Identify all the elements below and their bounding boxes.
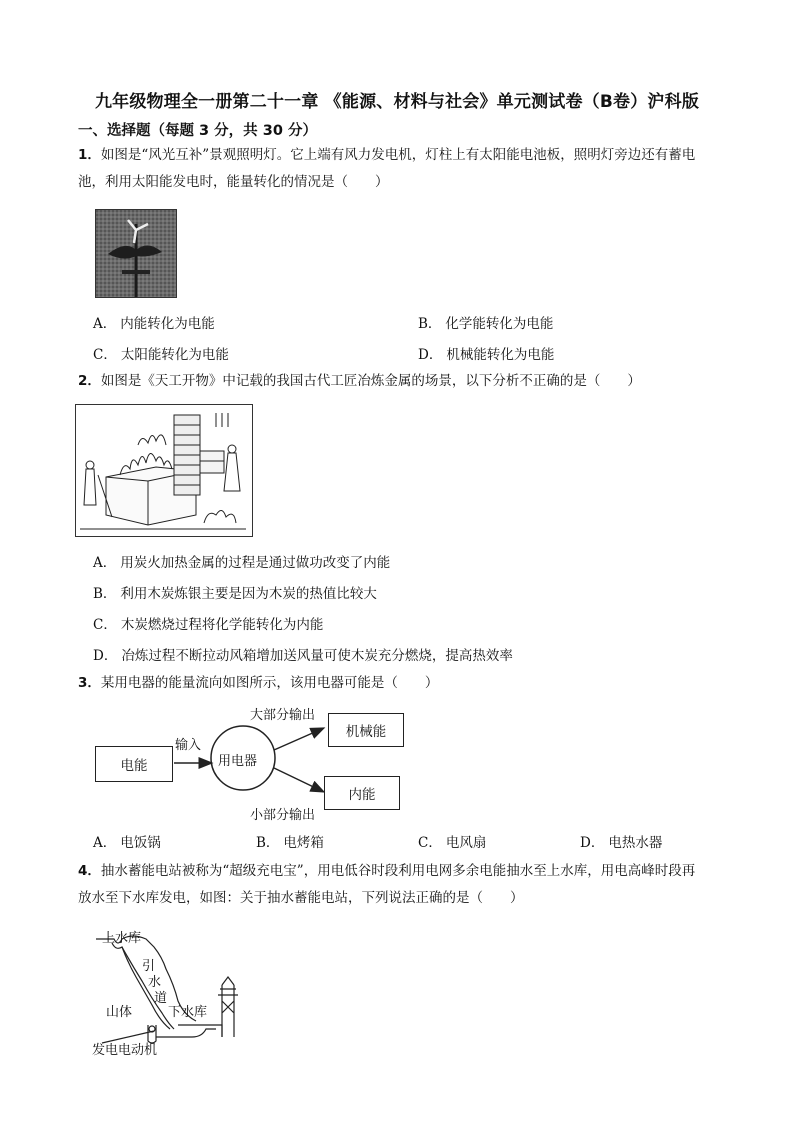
- option-1C[interactable]: [93, 343, 229, 363]
- question-text-continued: 池，利用太阳能发电时，能量转化的情况是（ ）: [78, 174, 389, 190]
- smelting-scene-image: [75, 404, 253, 537]
- option-text: 内能转化为电能: [120, 316, 215, 332]
- option-letter: A．: [93, 316, 117, 332]
- input-label: 输入: [175, 738, 202, 753]
- question-number: 1．: [78, 147, 101, 163]
- pumped-storage-figure: [92, 925, 252, 1060]
- lower-reservoir-label: 下水库: [168, 1005, 208, 1020]
- question-1-stem: [78, 142, 738, 196]
- option-letter: A．: [93, 835, 117, 851]
- section-heading: 一、选择题（每题 3 分，共 30 分）: [78, 123, 317, 139]
- question-text: 某用电器的能量流向如图所示，该用电器可能是（ ）: [100, 675, 439, 691]
- option-letter: B．: [93, 586, 117, 602]
- option-text: 用炭火加热金属的过程是通过做功改变了内能: [120, 555, 391, 571]
- option-text: 利用木炭炼银主要是因为木炭的热值比较大: [120, 586, 377, 602]
- option-3C[interactable]: [418, 831, 486, 851]
- option-text: 冶炼过程不断拉动风箱增加送风量可使木炭充分燃烧，提高热效率: [121, 648, 513, 664]
- appliance-label: 用电器: [218, 754, 258, 769]
- option-text: 电风扇: [445, 835, 487, 851]
- question-text-continued: 放水至下水库发电，如图：关于抽水蓄能电站，下列说法正确的是（ ）: [78, 890, 524, 906]
- option-1D[interactable]: [418, 343, 554, 363]
- option-1A[interactable]: [93, 312, 215, 332]
- option-letter: B．: [256, 835, 280, 851]
- question-3-stem: [78, 670, 738, 697]
- option-text: 电饭锅: [120, 835, 161, 851]
- option-text: 太阳能转化为电能: [120, 347, 229, 363]
- major-output-label: 大部分输出: [250, 708, 316, 723]
- channel-label-2: 水: [148, 975, 162, 990]
- energy-flow-diagram: [90, 700, 420, 825]
- question-number: 2．: [78, 373, 101, 389]
- option-2A[interactable]: [93, 551, 390, 571]
- mountain-label: 山体: [106, 1005, 133, 1020]
- generator-label: 发电电动机: [92, 1043, 158, 1058]
- option-letter: C．: [93, 347, 117, 363]
- option-text: 电热水器: [608, 835, 663, 851]
- option-1B[interactable]: [418, 312, 553, 332]
- option-letter: A．: [93, 555, 117, 571]
- channel-label-3: 道: [154, 991, 168, 1006]
- power-tower: [218, 985, 238, 1037]
- option-letter: D．: [580, 835, 605, 851]
- option-text: 机械能转化为电能: [446, 347, 555, 363]
- question-2-stem: [78, 368, 738, 395]
- option-3B[interactable]: [256, 831, 324, 851]
- option-2B[interactable]: [93, 582, 377, 602]
- channel-label-1: 引: [142, 959, 156, 974]
- page-title: 九年级物理全一册第二十一章 《能源、材料与社会》单元测试卷（B卷）沪科版: [94, 92, 700, 112]
- option-2C[interactable]: [93, 613, 323, 633]
- option-letter: C．: [418, 835, 442, 851]
- input-energy-box: 电能: [95, 746, 173, 782]
- question-text: 如图是《天工开物》中记载的我国古代工匠冶炼金属的场景，以下分析不正确的是（ ）: [100, 373, 641, 389]
- option-letter: D．: [418, 347, 443, 363]
- wind-solar-lamp-image: [95, 209, 177, 298]
- option-letter: B．: [418, 316, 442, 332]
- option-text: 木炭燃烧过程将化学能转化为内能: [120, 617, 324, 633]
- option-3A[interactable]: [93, 831, 161, 851]
- question-4-stem: [78, 858, 738, 912]
- question-number: 4．: [78, 863, 101, 879]
- option-text: 化学能转化为电能: [445, 316, 554, 332]
- mechanical-energy-box: 机械能: [328, 713, 404, 747]
- minor-output-arrow: [274, 768, 324, 792]
- tower-top: [222, 977, 234, 985]
- minor-output-label: 小部分输出: [250, 808, 316, 823]
- option-text: 电烤箱: [283, 835, 324, 851]
- question-text: 抽水蓄能电站被称为“超级充电宝”，用电低谷时段利用电网多余电能抽水至上水库，用电高峰时段再: [100, 863, 696, 879]
- internal-energy-box: 内能: [324, 776, 400, 810]
- question-number: 3．: [78, 675, 101, 691]
- major-output-arrow: [274, 728, 324, 750]
- option-letter: D．: [93, 648, 118, 664]
- question-text: 如图是“风光互补”景观照明灯。它上端有风力发电机，灯柱上有太阳能电池板，照明灯旁边还有蓄电: [100, 147, 696, 163]
- option-3D[interactable]: [580, 831, 662, 851]
- option-letter: C．: [93, 617, 117, 633]
- upper-reservoir-label: 上水库: [102, 931, 142, 946]
- option-2D[interactable]: [93, 644, 513, 664]
- outflow-pipe: [156, 1029, 216, 1037]
